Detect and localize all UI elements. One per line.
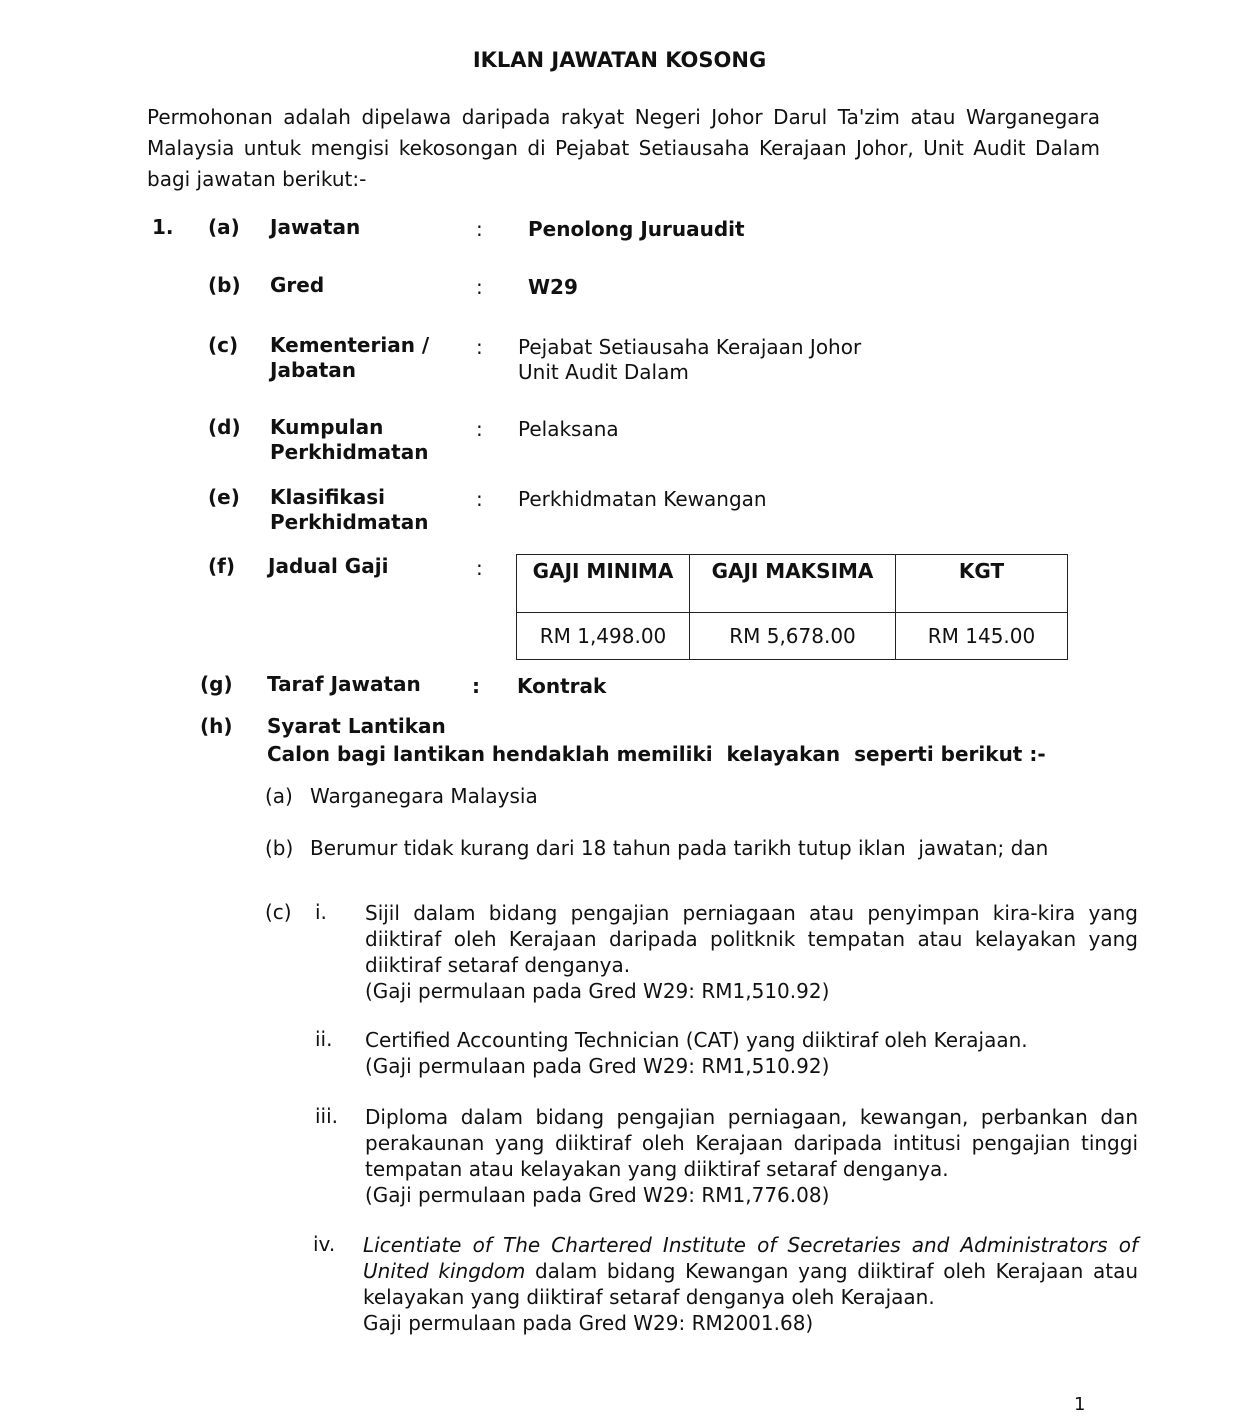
value-line: Pejabat Setiausaha Kerajaan Johor [518, 335, 862, 359]
label-line: Jabatan [270, 358, 357, 382]
field-value-kementerian [518, 335, 861, 385]
sub-item-number: iii. [315, 1104, 339, 1128]
sub-item-number: i. [315, 900, 327, 924]
field-label-syarat: Syarat Lantikan [267, 714, 446, 738]
field-letter: (a) [208, 215, 240, 239]
sub-item-salary: (Gaji permulaan pada Gred W29: RM1,510.92) [365, 979, 830, 1003]
sub-item-text: Diploma dalam bidang pengajian perniagaan, kewangan, perbankan dan perakaunan yang diiktiraf oleh Kerajaan daripada intitusi pengajian tinggi tempatan atau kelayakan yang diiktiraf setaraf denganya. [365, 1105, 1138, 1181]
colon: : [476, 556, 483, 580]
header-gaji-maksima: GAJI MAKSIMA [690, 555, 896, 613]
cell-gaji-maksima: RM 5,678.00 [690, 613, 896, 660]
label-line: Kumpulan [270, 415, 384, 439]
req-text: Berumur tidak kurang dari 18 tahun pada tarikh tutup iklan jawatan; dan [310, 836, 1049, 860]
sub-item [365, 1027, 1138, 1079]
field-letter: (d) [208, 415, 241, 439]
req-letter: (b) [265, 836, 294, 860]
sub-item-number: iv. [313, 1232, 336, 1256]
field-letter: (e) [208, 485, 240, 509]
sub-item-text: Certified Accounting Technician (CAT) yang diiktiraf oleh Kerajaan. [365, 1028, 1028, 1052]
sub-item-salary: (Gaji permulaan pada Gred W29: RM1,510.92) [365, 1054, 830, 1078]
cell-kgt: RM 145.00 [896, 613, 1068, 660]
page-title: IKLAN JAWATAN KOSONG [472, 48, 767, 72]
colon: : [476, 417, 483, 441]
field-label-gred: Gred [270, 273, 325, 297]
req-letter: (c) [265, 900, 292, 924]
sub-item [365, 1104, 1138, 1208]
sub-item-text [363, 1232, 1138, 1310]
field-letter: (f) [208, 554, 235, 578]
field-label-jadual-gaji: Jadual Gaji [268, 554, 389, 578]
value-line: Unit Audit Dalam [518, 360, 689, 384]
sub-item-salary: (Gaji permulaan pada Gred W29: RM1,776.08) [365, 1183, 830, 1207]
colon: : [476, 275, 483, 299]
item-number: 1. [152, 215, 174, 239]
field-label-taraf: Taraf Jawatan [267, 672, 421, 696]
salary-table [516, 554, 1068, 660]
label-line: Kementerian / [270, 333, 430, 357]
sub-item-number: ii. [315, 1027, 333, 1051]
page-number: 1 [1074, 1394, 1086, 1415]
header-kgt: KGT [896, 555, 1068, 613]
req-letter: (a) [265, 784, 293, 808]
field-letter: (b) [208, 273, 241, 297]
field-value-taraf: Kontrak [517, 674, 607, 698]
req-text: Warganegara Malaysia [310, 784, 538, 808]
table-header-row [517, 555, 1068, 613]
label-line: Klasifikasi [270, 485, 385, 509]
table-row [517, 613, 1068, 660]
field-letter: (h) [200, 714, 233, 738]
field-letter: (c) [208, 333, 239, 357]
field-value-jawatan: Penolong Juruaudit [528, 217, 745, 241]
sub-item [363, 1232, 1138, 1336]
label-line: Perkhidmatan [270, 440, 429, 464]
cell-gaji-minima: RM 1,498.00 [517, 613, 690, 660]
colon: : [476, 217, 483, 241]
sub-item-italic: Licentiate of The Chartered Institute of Secretaries and Administrators of United kingdom [363, 1233, 1138, 1283]
intro-paragraph: Permohonan adalah dipelawa daripada rakyat Negeri Johor Darul Ta'zim atau Warganegara Malaysia untuk mengisi kekosongan di Pejabat Setiausaha Kerajaan Johor, Unit Audit Dalam bagi jawatan berikut:- [147, 105, 1100, 191]
field-value-gred: W29 [528, 275, 578, 299]
colon: : [472, 674, 480, 698]
field-label-klasifikasi [270, 485, 428, 535]
field-value-kumpulan: Pelaksana [518, 417, 619, 441]
colon: : [476, 487, 483, 511]
field-label-kumpulan [270, 415, 428, 465]
sub-item-text: Sijil dalam bidang pengajian perniagaan atau penyimpan kira-kira yang diiktiraf oleh Kerajaan daripada politknik tempatan atau kelayakan yang diiktiraf setaraf denganya. [365, 901, 1138, 977]
colon: : [476, 335, 483, 359]
header-gaji-minima: GAJI MINIMA [517, 555, 690, 613]
field-value-klasifikasi: Perkhidmatan Kewangan [518, 487, 767, 511]
sub-item-text-rest: dalam bidang Kewangan yang diiktiraf oleh Kerajaan atau kelayakan yang diiktiraf setaraf denganya oleh Kerajaan. [363, 1259, 1138, 1309]
field-label-jawatan: Jawatan [270, 215, 361, 239]
sub-item [365, 900, 1138, 1004]
field-letter: (g) [200, 672, 233, 696]
syarat-subheading: Calon bagi lantikan hendaklah memiliki kelayakan seperti berikut :- [267, 742, 1046, 766]
label-line: Perkhidmatan [270, 510, 429, 534]
field-label-kementerian [270, 333, 429, 383]
sub-item-salary: Gaji permulaan pada Gred W29: RM2001.68) [363, 1311, 814, 1335]
